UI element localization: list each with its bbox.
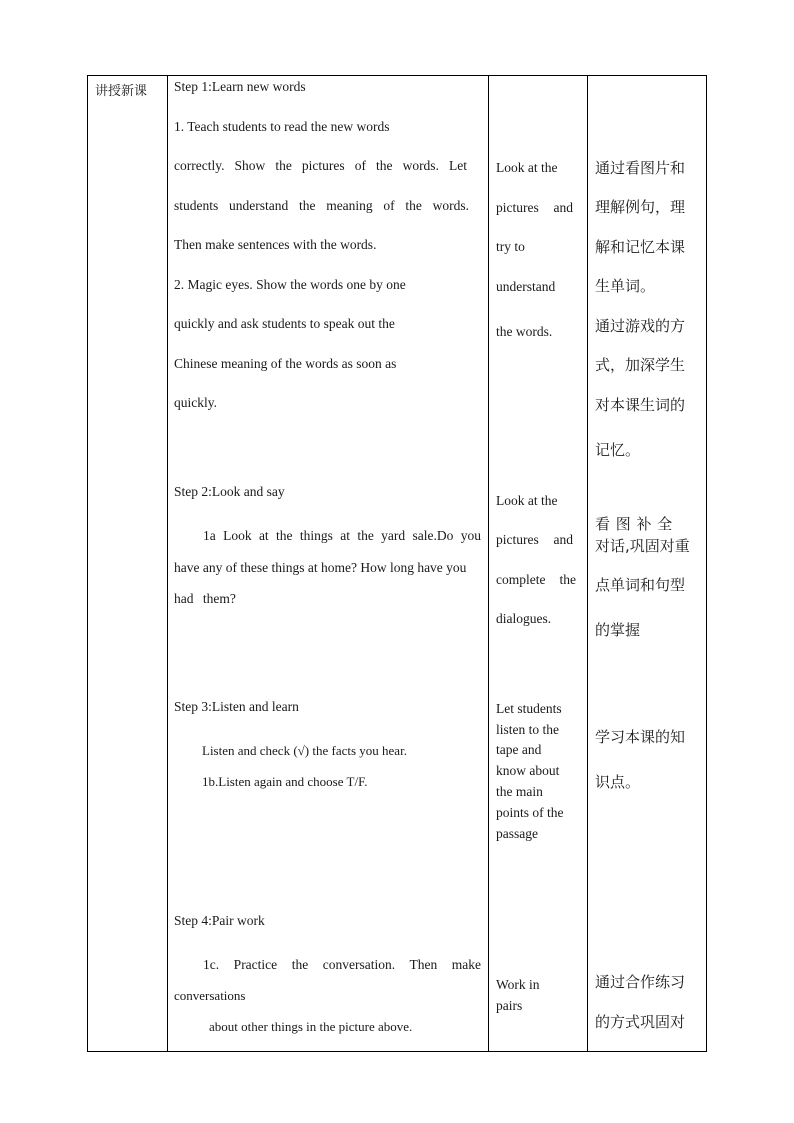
step-3-line-2: 1b.Listen again and choose T/F. [202, 774, 368, 789]
step-3-purpose-2: 识点。 [595, 773, 641, 791]
step-2-line-2: have any of these things at home? How long have you [174, 560, 467, 575]
step-1-line-7: Chinese meaning of the words as soon as [174, 356, 397, 371]
step-1-title: Step 1:Learn new words [174, 79, 306, 94]
step-3-line-1: Listen and check (√) the facts you hear. [202, 743, 407, 758]
step-4-line-3: about other things in the picture above. [209, 1019, 413, 1034]
step-1-line-4: Then make sentences with the words. [174, 237, 377, 252]
step-2-activity-3: complete the [496, 572, 576, 587]
step-2-purpose-2: 对话,巩固对重 [595, 537, 690, 555]
column-divider-2 [488, 75, 489, 1052]
column-divider-3 [587, 75, 588, 1052]
step-2-line-1: 1a Look at the things at the yard sale.Do you [203, 528, 481, 543]
step-3-activity-4: know about [496, 763, 560, 778]
step-1-purpose-1: 通过看图片和 [595, 159, 686, 177]
step-1-activity-4: understand [496, 279, 556, 294]
step-2-purpose-1: 看 图 补 全 [595, 515, 673, 533]
step-1-purpose-5: 通过游戏的方 [595, 317, 686, 335]
step-4-title: Step 4:Pair work [174, 913, 265, 928]
step-1-line-6: quickly and ask students to speak out the [174, 316, 395, 331]
step-1-line-5: 2. Magic eyes. Show the words one by one [174, 277, 406, 292]
step-3-activity-2: listen to the [496, 722, 559, 737]
step-3-activity-3: tape and [496, 742, 542, 757]
step-1-activity-3: try to [496, 239, 525, 254]
step-1-purpose-7: 对本课生词的 [595, 396, 686, 414]
step-2-purpose-4: 的掌握 [595, 621, 641, 639]
table-border-bottom [87, 1051, 707, 1052]
step-3-activity-7: passage [496, 826, 538, 841]
step-3-title: Step 3:Listen and learn [174, 699, 299, 714]
step-2-activity-2: pictures and [496, 532, 573, 547]
step-4-line-2: conversations [174, 988, 246, 1003]
step-1-purpose-3: 解和记忆本课 [595, 238, 686, 256]
step-1-line-1: 1. Teach students to read the new words [174, 119, 390, 134]
step-1-line-8: quickly. [174, 395, 217, 410]
column-divider-1 [167, 75, 168, 1052]
step-3-purpose-1: 学习本课的知 [595, 728, 686, 746]
step-1-activity-1: Look at the [496, 160, 558, 175]
step-2-activity-4: dialogues. [496, 611, 552, 626]
step-1-purpose-4: 生单词。 [595, 277, 656, 295]
step-1-activity-5: the words. [496, 324, 553, 339]
step-2-purpose-3: 点单词和句型 [595, 576, 686, 594]
step-3-activity-5: the main [496, 784, 543, 799]
step-1-purpose-8: 记忆。 [595, 441, 641, 459]
step-3-activity-6: points of the [496, 805, 564, 820]
step-1-line-2: correctly. Show the pictures of the words. Let [174, 158, 467, 173]
step-1-activity-2: pictures and [496, 200, 573, 215]
step-3-activity-1: Let students [496, 701, 562, 716]
step-4-purpose-2: 的方式巩固对 [595, 1013, 686, 1031]
table-border-top [87, 75, 707, 76]
step-2-title: Step 2:Look and say [174, 484, 285, 499]
table-border-right [706, 75, 707, 1052]
step-2-line-3: had them? [174, 591, 236, 606]
step-2-activity-1: Look at the [496, 493, 558, 508]
step-1-purpose-6: 式，加深学生 [595, 356, 686, 374]
step-1-line-3: students understand the meaning of the words. [174, 198, 469, 213]
section-label: 讲授新课 [95, 84, 148, 99]
step-4-line-1: 1c. Practice the conversation. Then make [203, 957, 481, 972]
step-4-activity-2: pairs [496, 998, 523, 1013]
step-1-purpose-2: 理解例句，理 [595, 198, 686, 216]
step-4-purpose-1: 通过合作练习 [595, 973, 686, 991]
table-border-left [87, 75, 88, 1052]
step-4-activity-1: Work in [496, 977, 540, 992]
